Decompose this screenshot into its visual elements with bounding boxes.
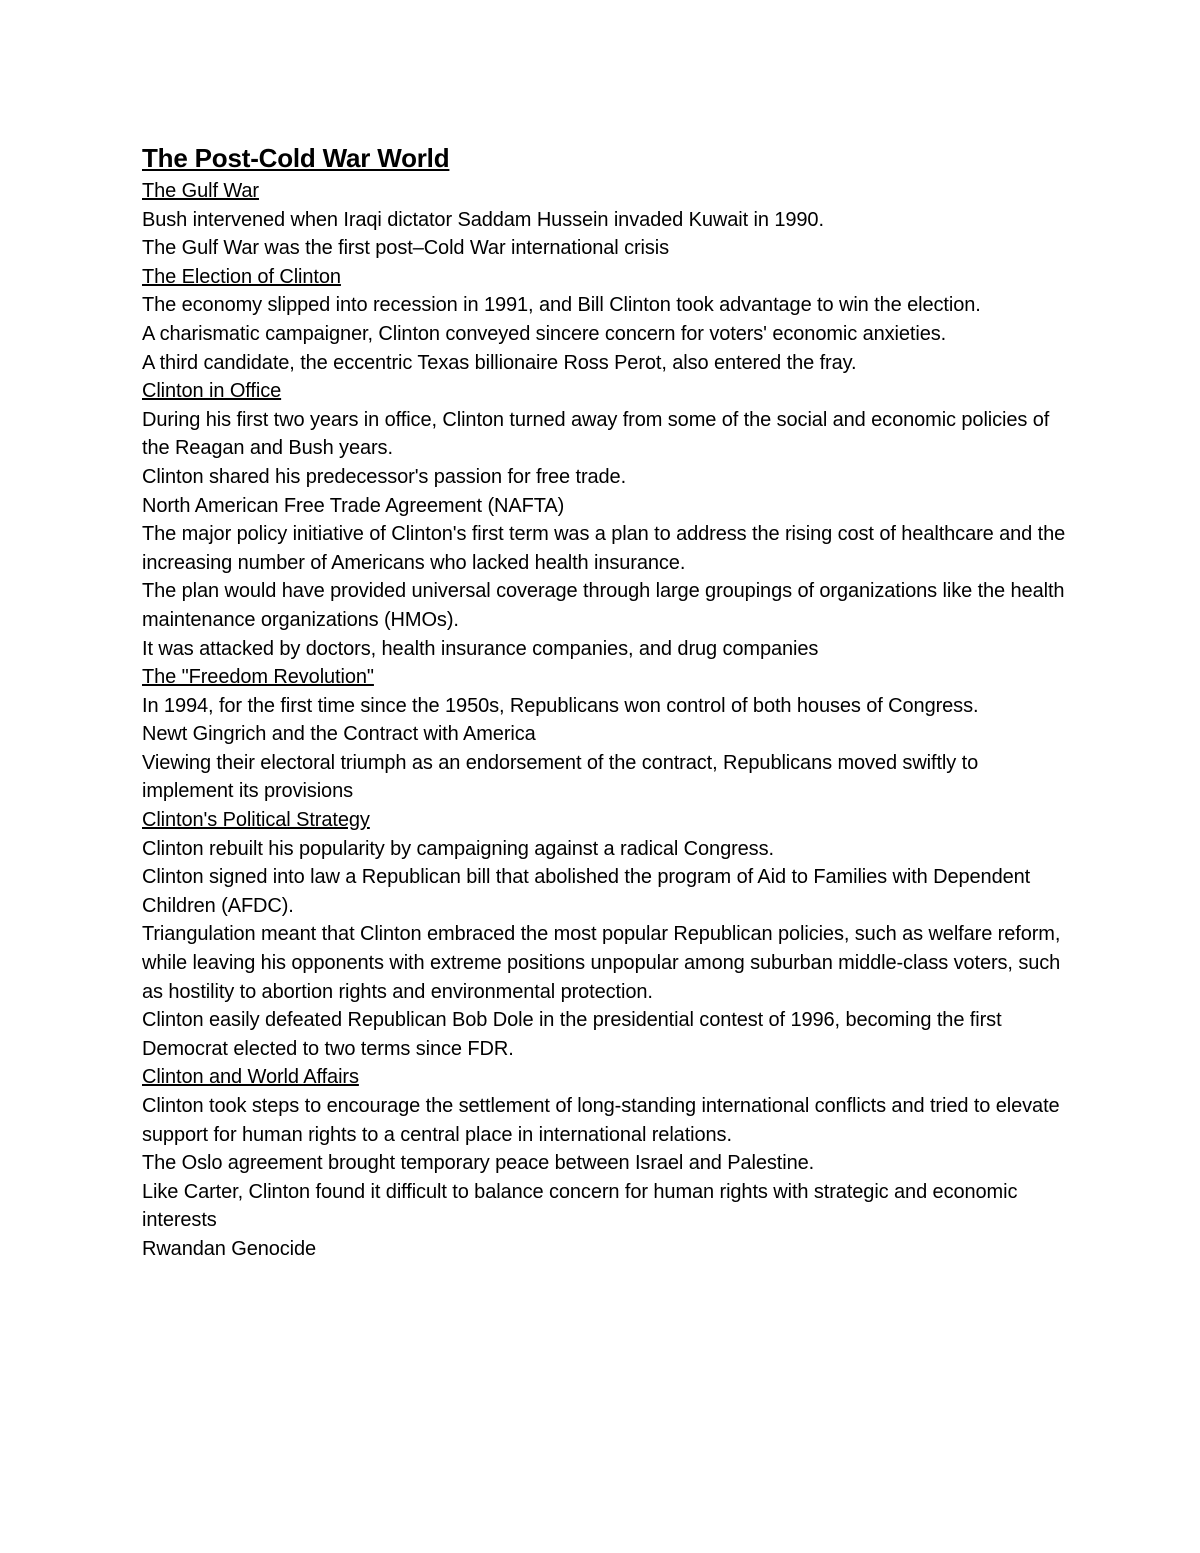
body-line: A third candidate, the eccentric Texas billionaire Ross Perot, also entered the fray.: [142, 351, 857, 374]
body-line: Newt Gingrich and the Contract with America: [142, 723, 536, 746]
section-heading: The "Freedom Revolution": [142, 666, 374, 689]
section-heading: The Gulf War: [142, 180, 259, 202]
document-page: [142, 140, 1072, 1264]
document-body: [142, 177, 1072, 1264]
body-line: Clinton easily defeated Republican Bob Dole in the presidential contest of 1996, becoming the first Democrat elected to two terms since FDR.: [142, 1009, 1002, 1060]
body-line: Triangulation meant that Clinton embraced the most popular Republican policies, such as welfare reform, while leaving his opponents with extreme positions unpopular among suburban middle-class voters, such as hostility to abortion rights and environmental protection.: [142, 923, 1061, 1003]
body-line: North American Free Trade Agreement (NAFTA): [142, 494, 565, 517]
body-line: In 1994, for the first time since the 1950s, Republicans won control of both houses of Congress.: [142, 694, 979, 717]
body-line: The Gulf War was the first post–Cold War international crisis: [142, 237, 670, 260]
section-heading: Clinton's Political Strategy: [142, 809, 370, 832]
body-line: A charismatic campaigner, Clinton conveyed sincere concern for voters' economic anxieties.: [142, 322, 947, 345]
body-line: Clinton shared his predecessor's passion for free trade.: [142, 465, 627, 488]
body-line: It was attacked by doctors, health insurance companies, and drug companies: [142, 637, 819, 660]
body-line: The Oslo agreement brought temporary peace between Israel and Palestine.: [142, 1152, 815, 1175]
document-title: The Post-Cold War World: [142, 143, 450, 173]
body-line: The plan would have provided universal coverage through large groupings of organizations like the health maintenance organizations (HMOs).: [142, 580, 1065, 631]
body-line: Like Carter, Clinton found it difficult to balance concern for human rights with strategic and economic interests: [142, 1180, 1018, 1232]
body-line: The economy slipped into recession in 1991, and Bill Clinton took advantage to win the election.: [142, 294, 981, 317]
body-line: The major policy initiative of Clinton's first term was a plan to address the rising cost of healthcare and the increasing number of Americans who lacked health insurance.: [142, 523, 1066, 574]
body-line: Bush intervened when Iraqi dictator Saddam Hussein invaded Kuwait in 1990.: [142, 208, 824, 231]
section-heading: The Election of Clinton: [142, 265, 341, 288]
body-line: Clinton signed into law a Republican bill that abolished the program of Aid to Families with Dependent Children (AFDC).: [142, 866, 1031, 917]
body-line: Clinton rebuilt his popularity by campaigning against a radical Congress.: [142, 837, 774, 860]
body-line: Viewing their electoral triumph as an endorsement of the contract, Republicans moved swiftly to implement its provisions: [142, 751, 979, 803]
body-line: During his first two years in office, Clinton turned away from some of the social and economic policies of the Reagan and Bush years.: [142, 408, 1050, 460]
body-line: Rwandan Genocide: [142, 1237, 317, 1260]
section-heading: Clinton in Office: [142, 380, 282, 403]
body-line: Clinton took steps to encourage the settlement of long-standing international conflicts and tried to elevate support for human rights to a central place in international relations.: [142, 1095, 1060, 1146]
section-heading: Clinton and World Affairs: [142, 1066, 359, 1089]
